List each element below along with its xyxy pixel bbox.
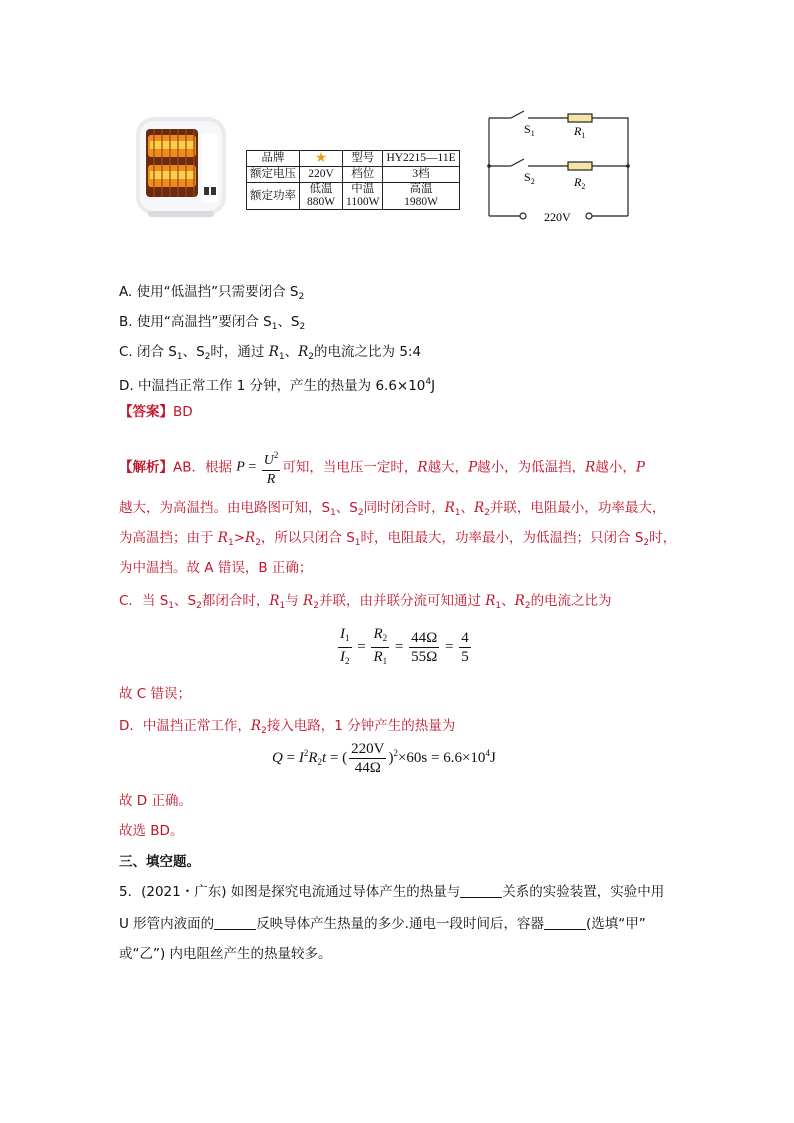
high-value: 1980W — [404, 196, 438, 208]
model-label: 型号 — [343, 151, 383, 167]
question-5-line-2: U 形管内液面的 反映导体产生热量的多少.通电一段时间后，容器 (选填“甲” — [119, 916, 646, 932]
analysis-line-5: C．当 $S_1$、$S_2$都闭合时，$R_1$与 $R_2$并联，由并联分流可知通过 $R_1$、$R_2$的电流之比为 — [119, 593, 612, 611]
model-value: HY2215—11E — [383, 151, 459, 167]
option-d: D. 中温挡正常工作 1 分钟，产生的热量为 $6.6\times 10^4J$ — [119, 377, 436, 394]
option-c: C. 闭合 $S_1$、$S_2$时，通过 $R_1$、$R_2$的电流之比为 5:4 — [119, 344, 422, 362]
analysis-line-1: 【解析】AB．根据 P = $\frac{U^2}{R}$ 可知，当电压一定时，R越大，P越小，为低温挡，R越小，P — [119, 446, 645, 489]
power-formula: P = $\frac{U^2}{R}$ — [236, 446, 282, 489]
analysis-line-8: 故 D 正确。 — [119, 793, 192, 809]
rated-power-label: 额定功率 — [247, 183, 300, 210]
analysis-label: 【解析】 — [119, 459, 173, 476]
answer-line — [119, 402, 193, 422]
rated-voltage-value: 220V — [300, 167, 343, 183]
analysis-line-9: 故选 BD。 — [119, 823, 184, 839]
option-b: B. 使用“高温挡”要闭合 $S_1$、$S_2$ — [119, 314, 306, 332]
mid-value: 1100W — [346, 196, 380, 208]
rated-voltage-label: 额定电压 — [247, 167, 300, 183]
low-value: 880W — [306, 196, 336, 208]
analysis-line-3: 为高温挡；由于 $R_1>R_2$，所以只闭合 $S_1$时，电阻最大，功率最小，为低温挡；只闭合 $S_2$时， — [119, 530, 677, 548]
gear-value: 3档 — [383, 167, 459, 183]
blank-3[interactable] — [544, 915, 586, 930]
option-a: A. 使用“低温挡”只需要闭合 $S_2$ — [119, 284, 305, 302]
analysis-line-2: 越大，为高温挡。由电路图可知，$S_1$、$S_2$同时闭合时，$R_1$、$R_2$并联，电阻最小，功率最大， — [119, 500, 666, 518]
blank-2[interactable] — [214, 915, 256, 930]
mid-power-cell — [343, 183, 383, 210]
brand-logo — [300, 151, 343, 167]
heater-image — [132, 113, 230, 221]
analysis-line-7: D．中温挡正常工作，$R_2$接入电路，1 分钟产生的热量为 — [119, 718, 456, 736]
question-5-line-1: 5．(2021・广东) 如图是探究电流通过导体产生的热量与 关系的实验装置，实验中用 — [119, 884, 665, 900]
star-icon: ★ — [314, 150, 328, 166]
mid-label: 中温 — [351, 183, 375, 195]
question-5-line-3: 或“乙”) 内电阻丝产生的热量较多。 — [119, 946, 332, 962]
analysis-line-6: 故 C 错误； — [119, 686, 192, 702]
low-label: 低温 — [309, 183, 333, 195]
high-power-cell — [383, 183, 459, 210]
brand-label: 品牌 — [247, 151, 300, 167]
gear-label: 档位 — [343, 167, 383, 183]
section-title: 三、填空题。 — [119, 854, 200, 870]
blank-1[interactable] — [460, 883, 502, 898]
resistor-r1-label: $R_1$ — [574, 124, 586, 140]
analysis-line-4: 为中温挡。故 A 错误，B 正确； — [119, 560, 313, 576]
voltage-label: 220V — [544, 210, 571, 224]
switch-s1-label: $S_1$ — [524, 122, 535, 138]
answer-value: BD — [173, 404, 193, 420]
resistor-r2-label: $R_2$ — [574, 175, 586, 191]
current-ratio-formula: $\frac{I_1}{I_2}$ = $\frac{R_2}{R_1}$ = $\frac{44\Omega}{55\Omega}$ = $\frac{4}{5}$ — [340, 626, 469, 666]
high-label: 高温 — [409, 183, 433, 195]
answer-label: 【答案】 — [119, 404, 173, 420]
switch-s2-label: $S_2$ — [524, 170, 535, 186]
circuit-diagram — [484, 108, 634, 230]
heat-formula: $Q = I^2R_2t$ = ( $\frac{220V}{44\Omega}$ )$^2\times 60s = 6.6\times 10^4J$ — [272, 741, 496, 776]
low-power-cell — [300, 183, 343, 210]
spec-table — [246, 150, 460, 210]
